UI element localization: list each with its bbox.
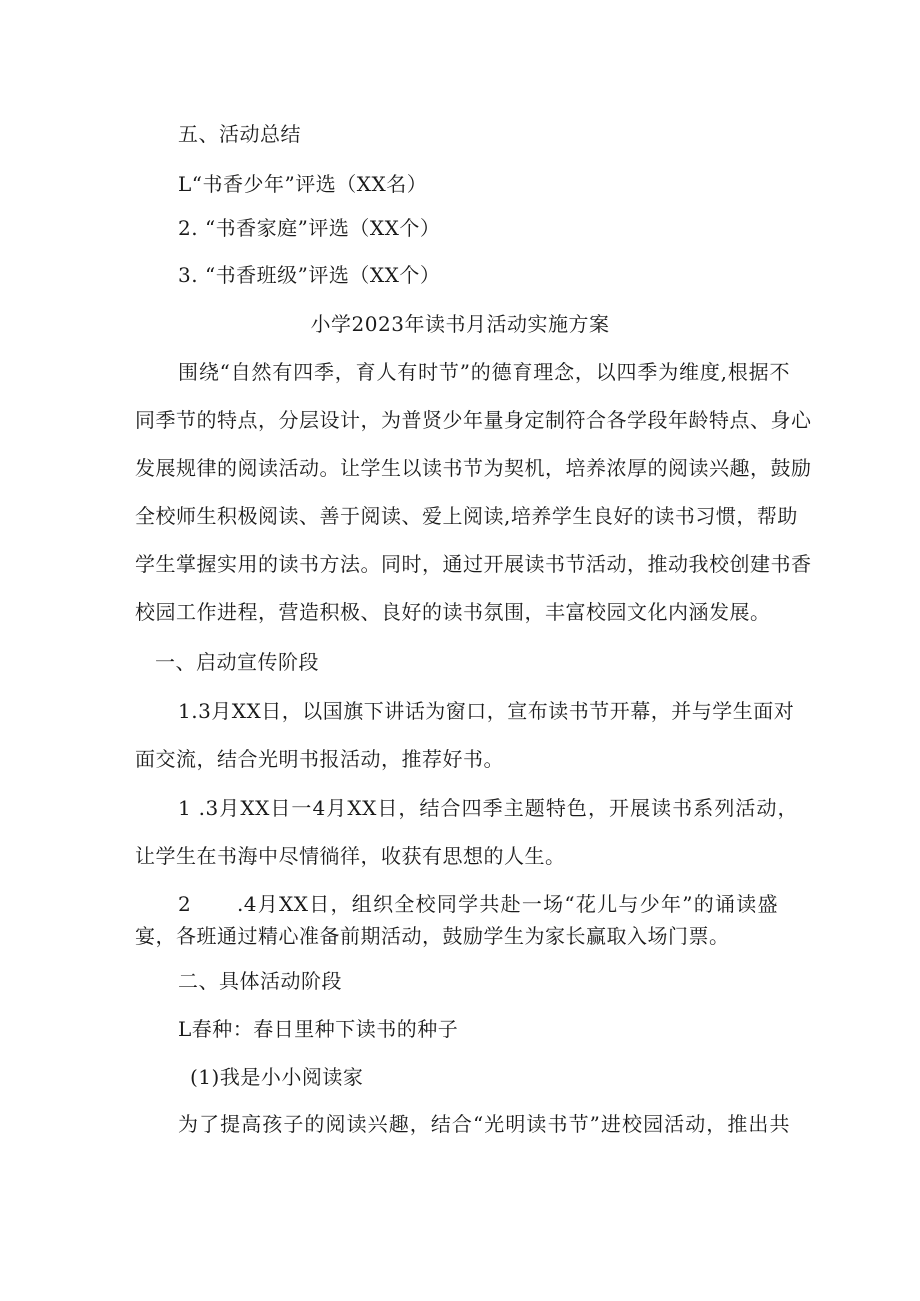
intro-line-5: 学生掌握实用的读书方法。同时，通过开展读书节活动，推动我校创建书香 [135, 552, 812, 576]
section-five-item-1: L“书香少年”评选（XX名） [178, 172, 428, 196]
intro-line-3: 发展规律的阅读活动。让学生以读书节为契机，培养浓厚的阅读兴趣，鼓励 [135, 456, 812, 480]
intro-line-6: 校园工作进程，营造积极、良好的读书氛围，丰富校园文化内涵发展。 [135, 600, 771, 624]
section-five-heading: 五、活动总结 [178, 122, 301, 146]
document-title: 小学2023年读书月活动实施方案 [310, 312, 610, 336]
section-one-item-2-line-2: 让学生在书海中尽情徜徉，收获有思想的人生。 [135, 844, 566, 868]
section-five-item-2: 2. “书香家庭”评选（XX个） [178, 216, 441, 240]
section-one-heading: 一、启动宣传阶段 [155, 650, 319, 674]
intro-line-1: 围绕“自然有四季，育人有时节”的德育理念，以四季为维度,根据不 [178, 360, 790, 384]
intro-line-4: 全校师生积极阅读、善于阅读、爱上阅读,培养学生良好的读书习惯，帮助 [135, 504, 798, 528]
section-two-sub-heading: L春种：春日里种下读书的种子 [178, 1017, 459, 1041]
section-one-item-3-line-1: 2 .4月XX日，组织全校同学共赴一场“花儿与少年”的诵读盛 [178, 892, 778, 916]
section-two-last-line: 为了提高孩子的阅读兴趣，结合“光明读书节”进校园活动，推出共 [178, 1112, 790, 1136]
section-two-heading: 二、具体活动阶段 [178, 969, 342, 993]
section-one-item-1-line-1: 1.3月XX日，以国旗下讲话为窗口，宣布读书节开幕，并与学生面对 [178, 699, 795, 723]
section-two-sub-item: (1)我是小小阅读家 [190, 1065, 364, 1089]
section-one-item-1-line-2: 面交流，结合光明书报活动，推荐好书。 [135, 747, 504, 771]
section-five-item-3: 3. “书香班级”评选（XX个） [178, 263, 441, 287]
intro-line-2: 同季节的特点，分层设计，为普贤少年量身定制符合各学段年龄特点、身心 [135, 408, 812, 432]
section-one-item-2-line-1: 1 .3月XX日一4月XX日，结合四季主题特色，开展读书系列活动， [178, 796, 798, 820]
section-one-item-3-line-2: 宴，各班通过精心准备前期活动，鼓励学生为家长赢取入场门票。 [135, 924, 730, 948]
